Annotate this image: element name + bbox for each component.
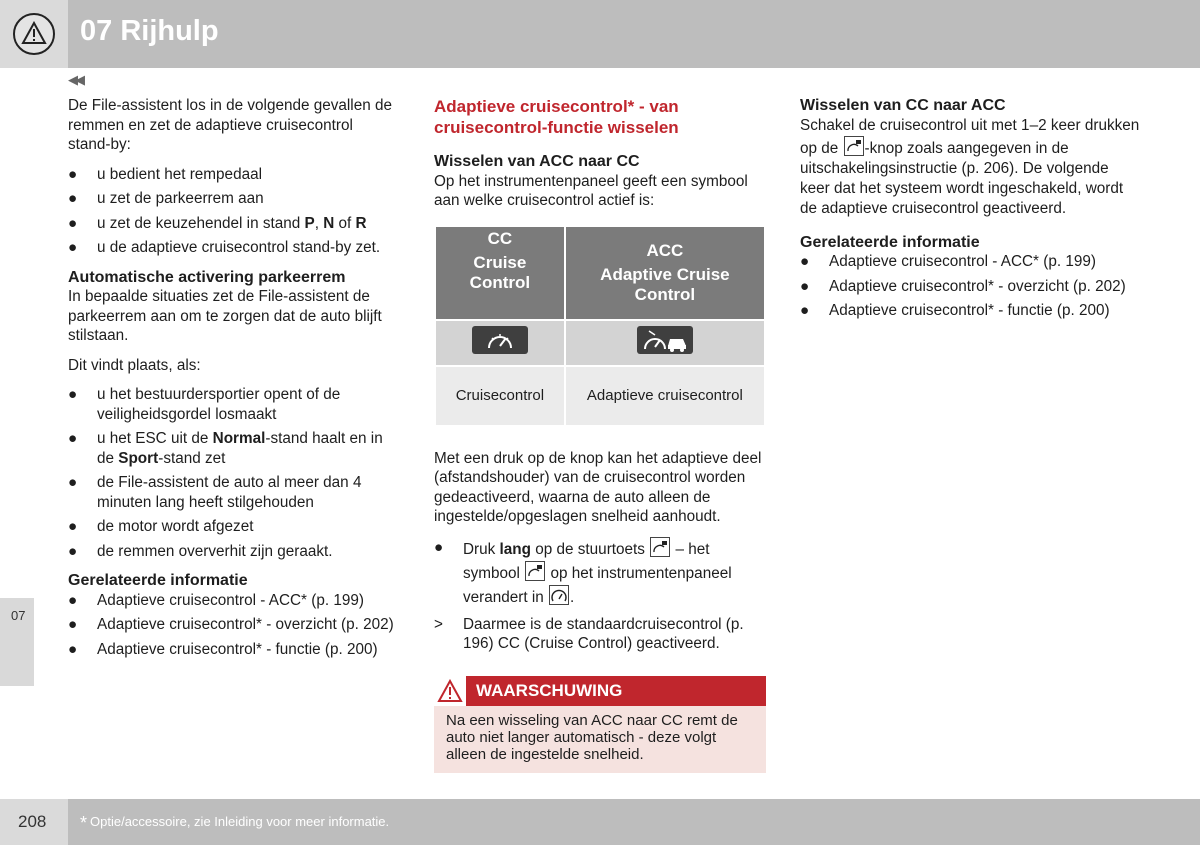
mode-comparison-table bbox=[434, 225, 766, 427]
related-info-heading: Gerelateerde informatie bbox=[800, 233, 980, 251]
auto-parking-brake-text: In bepaalde situaties zet de File-assistent de parkeerrem aan om te zorgen dat de auto blijft stilstaan. bbox=[68, 288, 382, 344]
related-link[interactable]: ● Adaptieve cruisecontrol* - functie (p. 200) bbox=[800, 302, 1110, 319]
warning-header bbox=[434, 676, 766, 706]
cc-header-cell: CC Cruise Control bbox=[435, 226, 565, 320]
warning-text: Na een wisseling van ACC naar CC remt de auto niet langer automatisch - deze volgt alleen de ingestelde snelheid. bbox=[446, 711, 738, 763]
list-item: ● u zet de parkeerrem aan bbox=[68, 190, 264, 207]
warning-title: WAARSCHUWING bbox=[476, 680, 623, 700]
release-conditions-list bbox=[68, 165, 398, 258]
list-item: ● u bedient het rempedaal bbox=[68, 165, 262, 183]
cc-symbol-icon bbox=[549, 585, 569, 605]
cc-value-cell: Cruisecontrol bbox=[435, 366, 565, 426]
section-title: Adaptieve cruisecontrol* - van cruisecontrol-functie wisselen bbox=[434, 97, 679, 137]
chapter-header bbox=[0, 0, 1200, 68]
warning-triangle-icon bbox=[13, 13, 55, 55]
step-list bbox=[434, 537, 768, 609]
list-item: ● de remmen oververhit zijn geraakt. bbox=[68, 542, 333, 560]
related-link[interactable]: ● Adaptieve cruisecontrol* - overzicht (p. 202) bbox=[800, 277, 1126, 295]
list-item: ● u het ESC uit de Normal-stand haalt en in de Sport-stand zet bbox=[68, 430, 383, 467]
related-link[interactable]: ● Adaptieve cruisecontrol - ACC* (p. 199) bbox=[68, 591, 364, 609]
auto-parking-brake-heading: Automatische activering parkeerrem bbox=[68, 268, 346, 286]
warning-box bbox=[434, 676, 766, 773]
related-info-heading: Gerelateerde informatie bbox=[68, 572, 248, 589]
related-link[interactable]: ● Adaptieve cruisecontrol - ACC* (p. 199) bbox=[800, 253, 1096, 270]
header-icon-box bbox=[0, 0, 68, 68]
list-item: ● u het bestuurdersportier opent of de veiligheidsgordel losmaakt bbox=[68, 386, 341, 423]
footnote-text: Optie/accessoire, zie Inleiding voor meer informatie. bbox=[90, 814, 390, 829]
cc-to-acc-text: Schakel de cruisecontrol uit met 1–2 keer drukken op de -knop zoals aangegeven in de uitschakelingsinstructie (p. 206). De volgende keer dat het systeem wordt ingeschakeld, wordt de adaptieve cruisecontrol geactiveerd. bbox=[800, 116, 1140, 217]
footnote-star: * bbox=[80, 813, 88, 833]
column-right bbox=[800, 96, 1140, 331]
back-arrows-icon[interactable]: ◀◀ bbox=[68, 72, 82, 87]
column-middle bbox=[434, 96, 768, 773]
speedometer-car-icon bbox=[637, 326, 693, 354]
intro-paragraph: De File-assistent los in de volgende gevallen de remmen en zet de adaptieve cruisecontrol stand-by: bbox=[68, 97, 392, 153]
footnote bbox=[80, 813, 389, 834]
related-link[interactable]: ● Adaptieve cruisecontrol* - overzicht (p. 202) bbox=[68, 616, 394, 633]
list-item: ● u zet de keuzehendel in stand P, N of R bbox=[68, 214, 367, 232]
cc-to-acc-heading: Wisselen van CC naar ACC bbox=[800, 97, 1006, 114]
related-info-list bbox=[800, 252, 1140, 321]
list-item: ● de File-assistent de auto al meer dan 4 minuten lang heeft stilgehouden bbox=[68, 474, 362, 511]
acc-to-cc-text: Op het instrumentenpaneel geeft een symbool aan welke cruisecontrol actief is: bbox=[434, 172, 748, 209]
list-item: ● u de adaptieve cruisecontrol stand-by zet. bbox=[68, 239, 381, 256]
chapter-tab-label: 07 bbox=[11, 608, 26, 623]
acc-to-cc-heading: Wisselen van ACC naar CC bbox=[434, 153, 640, 170]
result-line: > Daarmee is de standaardcruisecontrol (p. 196) CC (Cruise Control) geactiveerd. bbox=[434, 615, 744, 652]
steering-button-icon bbox=[844, 136, 864, 156]
acc-header-cell: ACC Adaptive Cruise Control bbox=[565, 226, 765, 320]
acc-value-cell: Adaptieve cruisecontrol bbox=[565, 366, 765, 426]
cc-icon-cell bbox=[435, 320, 565, 366]
list-item: ● de motor wordt afgezet bbox=[68, 518, 254, 535]
page-number: 208 bbox=[18, 812, 47, 831]
steering-button-icon bbox=[650, 537, 670, 557]
acc-icon-cell bbox=[565, 320, 765, 366]
page-number-box bbox=[0, 799, 68, 845]
occurs-text: Dit vindt plaats, als: bbox=[68, 356, 201, 374]
chapter-title: 07 Rijhulp bbox=[80, 15, 219, 47]
column-left bbox=[68, 96, 398, 669]
related-link[interactable]: ● Adaptieve cruisecontrol* - functie (p. 200) bbox=[68, 640, 378, 658]
speedometer-icon bbox=[472, 326, 528, 354]
step-item: ● Druk lang op de stuurtoets – het symbool op het instrumentenpaneel verandert in . bbox=[434, 538, 732, 606]
page-footer bbox=[0, 799, 1200, 845]
left-rail bbox=[0, 68, 68, 845]
deactivation-paragraph: Met een druk op de knop kan het adaptieve deel (afstandshouder) van de cruisecontrol worden gedeactiveerd, waarna de auto alleen de ingestelde/opgeslagen snelheid aanhoudt. bbox=[434, 449, 762, 525]
acc-symbol-icon bbox=[525, 561, 545, 581]
related-info-list bbox=[68, 591, 398, 660]
warning-triangle-icon bbox=[434, 676, 466, 706]
activation-conditions-list bbox=[68, 385, 398, 561]
